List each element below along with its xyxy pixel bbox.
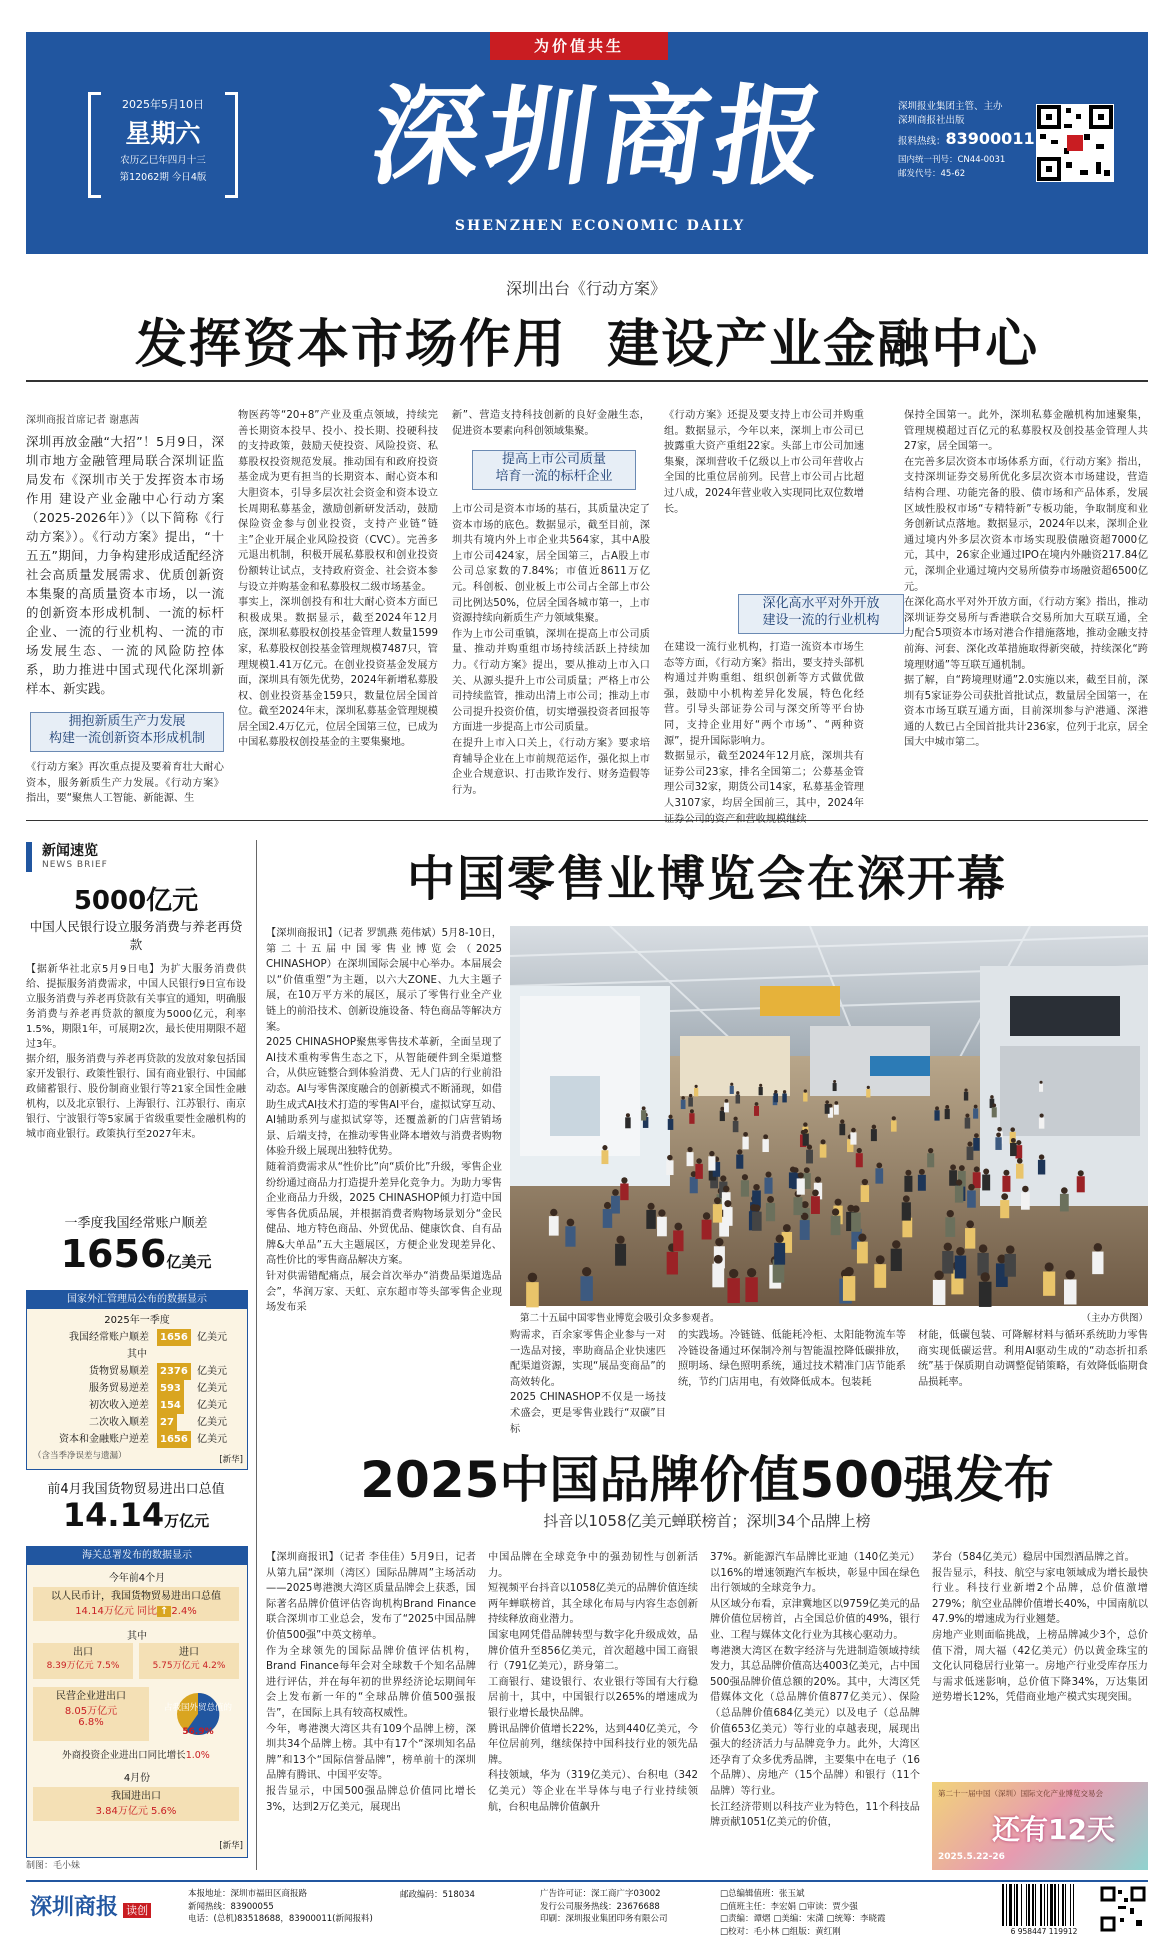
- ad-countdown: 还有12天: [992, 1813, 1115, 1846]
- weekday-text: 星期六: [125, 119, 201, 148]
- brief-item1-title: 中国人民银行设立服务消费与养老再贷款: [29, 919, 243, 952]
- footer-editor-art: □美编：宋潇: [773, 1914, 824, 1924]
- lead-col4-top: 《行动方案》还提及要支持上市公司并购重组。数据显示，今年以来，深圳上市公司已披露重大资产重组22家。头部上市公司加速集聚，深圳营收千亿级以上市公司年营收占全国的比重位居前列。民营上市公司占比超过八成，2024年营业收入实现同比双位数增长。: [664, 410, 864, 515]
- barcode-number: 6 958447 119912: [1010, 1927, 1078, 1936]
- footer-editor-proof: □校对：毛小林: [720, 1926, 780, 1937]
- expo-hall-image: [510, 926, 1148, 1306]
- private-label: 民营企业进出口: [56, 1691, 126, 1702]
- table2-period: 今年前4个月: [108, 1573, 166, 1584]
- share-pie: [157, 1687, 239, 1741]
- table1-period: 2025年一季度: [104, 1315, 170, 1326]
- table1-head: 国家外汇管理局公布的数据显示: [27, 1291, 247, 1309]
- brief-item2-value: 1656: [60, 1232, 167, 1276]
- footer-editor-layout: □组版：黄红刚: [781, 1926, 841, 1937]
- table1-row-value: 593: [157, 1380, 184, 1397]
- table1-row-label: 资本和金融账户逆差: [59, 1434, 149, 1445]
- table1-row-label: 其中: [127, 1349, 147, 1360]
- april-value: 3.84万亿元: [95, 1806, 148, 1817]
- expo-col1-body: 【深圳商报讯】（记者 罗凯燕 苑伟斌）5月8-10日，第二十五届中国零售业博览会（2025 CHINASHOP）在深圳国际会展中心举办。本届展会以“价值重塑”为主题，以六大ZONE、九大主题子展，在10万平方米的展区，展示了零售行业全产业链上的前沿技术、创新设施设备、特色商品等解决方案。 2025 CHINASHOP聚焦零售技术革新，全面呈现了AI技术重构零售生态之下，从智能硬件到全渠道整合，从供应链整合到体验消费、无人门店的行业前沿动态。AI与零售深度融合的创新模式不断涌现，如借助生成式AI技术打造的零售AI平台，虚拟试穿互动、AI辅助系列与虚拟试穿等，还覆盖新的门店营销场景、后端支持，在推动零售业降本增效与消费者购物体验升级上展现出独特优势。 随着消费需求从“性价比”向“质价比”升级，零售企业纷纷通过商品力打造提升差异化竞争力。为助力零售企业商品力升级，2025 CHINASHOP倾力打造中国零售各优质品展，并根据消费者购物场景划分“金民健品、地方特色商品、外贸优品、健康饮食、自有品牌&大单品”五大主题展区，方便企业发现差异化、高性价比的零售商品解决方案。 针对供需错配痛点，展会首次举办“消费品渠道选品会”，华润万家、天虹、京东超市等头部零售企业现场发布采: [266, 928, 502, 1314]
- lead-col3-body: 上市公司是资本市场的基石，其质量决定了资本市场的底色。数据显示，截至目前，深圳共有境内外上市企业共564家，其中A股上市公司424家，居全国第三，占A股上市公司总家数的7.84%；市值近8611万亿元。科创板、创业板上市公司占全部上市公司比例达50%，位居全国各城市第一，上市资源持续向新质生产力领域集聚。 作为上市公司重镇，深圳在提高上市公司质量、推动并购重组市场持续活跃上持续加力。《行动方案》提出，要从推动上市入口关、从源头提升上市公司质量；严格上市公司持续监管，推动出清上市公司；推动上市公司提升投资价值，切实增强投资者回报等方面进一步提高上市公司质量。 在提升上市入口关上，《行动方案》要求培育辅导企业在上市前规范运作，强化拟上市企业合规意识、打击欺诈发行、财务造假等行为。: [452, 504, 650, 796]
- table1-row-unit: 亿美元: [197, 1434, 227, 1445]
- footer-rule: [26, 1880, 1148, 1882]
- brief-title-box: [26, 840, 136, 878]
- foreign-pct: 1.0%: [185, 1750, 210, 1761]
- brand-col1-body: 【深圳商报讯】（记者 李佳佳）5月9日，记者从第九届“深圳（湾区）国际品牌周”主场活动——2025粤港澳大湾区质量品牌会上获悉，国际著名品牌价值评估咨询机构Brand Finance联合深圳市工业总会，发布了“2025中国品牌价值500强”中英文榜单。 作为全球领先的国际品牌价值评估机构，Brand Finance每年会对全球数千个知名品牌进行评估，并在每年初的世界经济论坛期间年会上发布新一年的“全球品牌价值500强报告”，在国际上具有较高权威性。 今年，粤港澳大湾区共有109个品牌上榜，深圳共34个品牌上榜。其中有17个“深圳知名品牌”和13个“国际信誉品牌”，榜单前十的深圳品牌有腾讯、中国平安等。 报告显示，中国500强品牌总价值同比增长3%，达到2万亿美元，展现出: [266, 1552, 476, 1813]
- barcode-icon: [1000, 1884, 1088, 1926]
- footer-editor-row-3: [720, 1913, 990, 1926]
- table1-row-label: 二次收入顺差: [89, 1417, 149, 1428]
- expo-col3-body: 的实践场。冷链链、低能耗冷柜、太阳能物流车等冷链设备通过环保制冷剂与智能温控降低碳排放，照明场、绿色照明系统，通过技术精准门店节能系统，节约门店用电，有效降低成本。包装耗: [678, 1330, 906, 1388]
- issue-number: 第12062期 今日4版: [119, 172, 207, 183]
- table1-row-value: 2376: [157, 1363, 191, 1380]
- brief-item1-value: 5000亿元: [73, 886, 199, 916]
- current-account-table: [26, 1290, 248, 1470]
- brief-title-bar: [26, 842, 32, 872]
- lead-headline: 发挥资本市场作用 建设产业金融中心: [134, 315, 1040, 375]
- headline-divider: [26, 380, 1148, 382]
- table1-row-unit: 亿美元: [197, 1383, 227, 1394]
- fair-countdown-ad[interactable]: [932, 1782, 1148, 1870]
- lead-intro-text: 深圳再放金融“大招”！5月9日，深圳市地方金融管理局联合深圳证监局发布《深圳市关于发挥资本市场作用 建设产业金融中心行动方案（2025-2026年）》（以下简称《行动方案》）。《行动方案》提出，“十五五”期间，力争构建形成适配经济社会高质量发展需求、优质创新资本集聚的高质量资本市场，以一流的创新资本形成机制、一流的标杆企业、一流的行业机构、一流的市场发展生态、一流的风险防控体系，助力推进中国式现代化深圳新样本、新实践。: [26, 434, 224, 696]
- hotline-label: 报料热线：: [898, 136, 946, 147]
- slogan-tag: 为价值共生: [490, 32, 668, 60]
- april-label: 4月份: [123, 1773, 151, 1784]
- brand-subheadline: 抖音以1058亿美元蝉联榜首；深圳34个品牌上榜: [543, 1512, 871, 1530]
- brief-item2-figure: [26, 1232, 246, 1276]
- sidebar-divider: [256, 840, 257, 1870]
- chart-editor: 制图：毛小妹: [26, 1861, 81, 1871]
- import-label: 进口: [179, 1647, 199, 1658]
- table2-total-value: 14.14万亿元: [75, 1606, 134, 1617]
- foreign-label: 外商投资企业进出口同比增长: [62, 1750, 186, 1761]
- expo-col4-body: 材能，低碳包装、可降解材料与循环系统助力零售商实现低碳运营。利用AI驱动生成的“动态折扣系统”基于保质期自动调整促销策略，有效降低临期食品损耗率。: [918, 1330, 1148, 1388]
- barcode: [1000, 1884, 1088, 1940]
- table1-source: [新华]: [219, 1455, 243, 1465]
- brand-col2-body: 中国品牌在全球竞争中的强劲韧性与创新活力。 短视频平台抖音以1058亿美元的品牌价值连续两年蝉联榜首，其全球化布局与内容生态创新持续释放商业潜力。 国家电网凭借品牌转型与数字化升级成效，品牌价值升至856亿美元，首次超越中国工商银行（791亿美元），跻身第二。 工商银行、建设银行、农业银行等国有大行稳居前十，其中，中国银行以265%的增速成为银行业增长最快品牌。 腾讯品牌价值增长22%，达到440亿美元，今年位居前列，继续保持中国科技行业的领先品牌。 科技领域，华为（319亿美元）、台积电（342亿美元）等企业在半导体与电子行业持续领航，台积电品牌价值飙升: [488, 1552, 698, 1813]
- table1-row-label: 初次收入逆差: [89, 1400, 149, 1411]
- brief-item3-unit: 万亿元: [164, 1512, 210, 1530]
- footer-print-block: [540, 1888, 690, 1926]
- brief-title-en: NEWS BRIEF: [42, 860, 108, 870]
- publisher-line-1: 深圳报业集团主管、主办: [898, 101, 1003, 112]
- news-brief-sidebar: [26, 840, 246, 1872]
- private-value: 8.05万亿元: [64, 1706, 118, 1717]
- table1-row: [27, 1414, 247, 1431]
- export-line: [33, 1658, 133, 1671]
- table1-row-label: 货物贸易顺差: [89, 1366, 149, 1377]
- table1-row: [27, 1380, 247, 1397]
- brief-item2-title: 一季度我国经常账户顺差: [64, 1216, 208, 1231]
- april-trade-label: 我国进出口: [111, 1791, 161, 1802]
- brand-col3-body: 37%。新能源汽车品牌比亚迪（140亿美元）以16%的增速领跑汽车板块，彰显中国在绿色出行领域的全球竞争力。 从区域分布看，京津冀地区以9759亿美元的品牌价值位居榜首，占全国总价值的49%，银行业、工程与媒体文化行业为其核心驱动力。 粤港澳大湾区在数字经济与先进制造领域持续发力，其总品牌价值高达4003亿美元，占中国500强品牌价值总额的20%。其中，大湾区凭借媒体文化（总品牌价值877亿美元）、保险（总品牌价值684亿美元）以及电子（总品牌价值653亿美元）等行业的卓越表现，展现出强大的经济活力与品牌竞争力。此外，大湾区还孕育了众多优秀品牌，主要集中在电子（16个品牌）、房地产（15个品牌）和银行（11个品牌）等行业。 长江经济带则以科技产业为特色，11个科技品牌贡献1051亿美元的价值，: [710, 1552, 920, 1829]
- export-label: 出口: [73, 1647, 93, 1658]
- table1-row-label: 我国经常账户顺差: [69, 1332, 149, 1343]
- export-box: [33, 1643, 133, 1679]
- expo-col2-body: 购需求，百余家零售企业参与一对一选品对接，率助商品企业快速匹配渠道资源，实现“展品变商品”的高效转化。 2025 CHINASHOP不仅是一场技术盛会，更是零售业践行“双碳”目标: [510, 1330, 666, 1435]
- cn-number: 国内统一刊号：CN44-0031: [898, 155, 1006, 165]
- newspaper-title: 深圳商报: [363, 74, 838, 200]
- export-pct: 7.5%: [96, 1661, 120, 1671]
- import-box: [139, 1643, 239, 1679]
- footer-distribution: 发行公司服务热线：23676688: [540, 1901, 660, 1912]
- table1-row-unit: 亿美元: [197, 1417, 227, 1428]
- footer-editor-row-4: [720, 1926, 990, 1939]
- date-bracket-right: [225, 92, 238, 198]
- table1-row-unit: 亿美元: [197, 1332, 227, 1343]
- table2-total-label: 以人民币计，我国货物贸易进出口总值: [51, 1591, 221, 1602]
- lead-kicker: 深圳出台《行动方案》: [505, 279, 666, 298]
- footer-logo-tag: 读创: [123, 1903, 151, 1918]
- foreign-trade-line: [33, 1747, 239, 1761]
- table1-row: [27, 1363, 247, 1380]
- expo-headline: 中国零售业博览会在深开幕: [406, 851, 1007, 907]
- april-pct: 5.6%: [151, 1806, 177, 1817]
- lead-bottom-rule: [26, 820, 1148, 821]
- table2-mid: 其中: [127, 1631, 147, 1642]
- share-value: 56.9%: [182, 1727, 214, 1737]
- footer-editor-row-2: [720, 1901, 990, 1914]
- footer-hotline: 新闻热线：83900055: [188, 1901, 274, 1912]
- table1-row: [27, 1329, 247, 1346]
- private-trade-box: [33, 1687, 149, 1741]
- brief-item1-body: 【据新华社北京5月9日电】为扩大服务消费供给、提振服务消费需求，中国人民银行9日宣布设立服务消费与养老再贷款有关事宜的通知，明确服务消费与养老再贷款的额度为5000亿元，利率1.5%，期限1年，可展期2次，最长使用期限不超过3年。 据介绍，服务消费与养老再贷款的发放对象包括国家开发银行、政策性银行、国有商业银行、中国邮政储蓄银行、股份制商业银行等21家全国性金融机构，以及北京银行、上海银行、江苏银行、南京银行、宁波银行等5家属于省级重要性金融机构的城市商业银行。政策执行至2027年末。: [26, 964, 246, 1140]
- newspaper-title-en: SHENZHEN ECONOMIC DAILY: [454, 218, 746, 234]
- expo-photo: [510, 926, 1148, 1306]
- footer-editor-coord: □统筹：李晓霞: [826, 1914, 886, 1924]
- footer-printer: 印刷：深圳报业集团印务有限公司: [540, 1914, 668, 1924]
- brief-item3-value: 14.14: [62, 1496, 165, 1534]
- table1-row: [27, 1346, 247, 1363]
- table2-head: 海关总署发布的数据显示: [27, 1547, 247, 1565]
- footer-editor-row-1: [720, 1888, 990, 1901]
- table1-row-label: 服务贸易逆差: [89, 1383, 149, 1394]
- footer-logo-text: 深圳商报: [30, 1894, 119, 1920]
- table1-row-value: 1656: [157, 1431, 191, 1448]
- april-line: [33, 1802, 239, 1817]
- brief-item3-figure: [26, 1496, 246, 1534]
- lead-col3-top: 新”、营造支持科技创新的良好金融生态，促进资本要素向科创领域集聚。: [452, 410, 650, 437]
- footer-qr-code-icon[interactable]: [1100, 1886, 1146, 1932]
- export-value: 8.39万亿元: [46, 1661, 94, 1671]
- date-bracket-left: [88, 92, 101, 198]
- footer-post: 邮政编码：518034: [400, 1890, 475, 1900]
- publisher-line-2: 深圳商报社出版: [898, 115, 965, 126]
- brief-item3-title: 前4月我国货物贸易进出口总值: [47, 1482, 225, 1497]
- table1-row-value: 154: [157, 1397, 184, 1414]
- import-pct: 4.2%: [202, 1661, 226, 1671]
- import-line: [139, 1658, 239, 1671]
- brand-headline: 2025中国品牌价值500强发布: [266, 1440, 1148, 1512]
- trade-table: [26, 1546, 248, 1858]
- footer-address: 本报地址：深圳市福田区商报路: [188, 1889, 308, 1899]
- table2-total-yoy: 同比: [137, 1606, 158, 1617]
- brief-title: 新闻速览: [42, 843, 98, 859]
- april-box: [33, 1787, 239, 1821]
- lead-col4-body: 在建设一流行业机构，打造一流资本市场生态等方面，《行动方案》指出，要支持头部机构通过并购重组、组织创新等方式做优做强，鼓励中小机构差异化发展，特色化经营。引导头部证券公司与深交所等平台协同，支持企业用好“两个市场”、“两种资源”，提升国际影响力。 数据显示，截至2024年12月底，深圳共有证券公司23家，排名全国第二；公募基金管理公司32家，期货公司14家，私募基金管理人3107家，均居全国前三，其中，2024年: [664, 642, 864, 809]
- lead-col2-body: 物医药等“20+8”产业及重点领域，持续完善长期资本投早、投小、投长期、投硬科技的支持政策，鼓励天使投资、风险投资、私募股权投资规范发展。推动国有和政府投资基金成为更有担当的长期资本、耐心资本和大胆资本，引导多层次社会资金和资本设立长周期私募基金，激励创新研发活动，鼓励保险资金参与创业投资，支持产业链“链主”企业开展企业风险投资（CVC）。完善多元退出机制，积极开展私募股权和创业投资份额转让试点，支持政府资金、社会资本参与设立并购基金和私募股权二级市场基金。 事实上，深圳创投有和壮大耐心资本方面已积极成果。数据显示，截至2024年12月底，深圳私募股权创投基金管理人数量1599家，私募股权创投基金管理规模7487只，管理规模1.41万亿元。在创业投资基金发展方面，深圳具有领先优势，2024年新增私募股权、创业投资基金159只，数量位居全国首位。截至2024年末，深圳私募基金管理规模居全国2.4万亿元，位居全国第三位，已成为中国私募股权创投基金的主要集聚地。: [238, 410, 438, 749]
- date-text: 2025年5月10日: [122, 98, 204, 111]
- up-arrow-icon: ↑: [157, 1606, 171, 1617]
- lunar-date: 农历乙巳年四月十三: [120, 155, 206, 166]
- table1-row-value: 27: [157, 1414, 177, 1431]
- footer-editor-chief: □总编辑值班：张玉斌: [720, 1889, 805, 1899]
- table1-row-unit: 亿美元: [197, 1366, 227, 1377]
- footer-editor-review: □审读：贾少强: [798, 1901, 858, 1912]
- table1-rows: [27, 1329, 247, 1449]
- publisher-info: [898, 100, 1035, 181]
- table2-total-line: [33, 1602, 239, 1617]
- ad-date: 2025.5.22-26: [938, 1852, 1005, 1862]
- table1-row-value: 1656: [157, 1329, 191, 1346]
- postal-code: 邮发代号：45-62: [898, 169, 966, 179]
- table2-total-pct: 2.4%: [171, 1606, 197, 1617]
- footer-ad-license: 广告许可证：深工商广字03002: [540, 1889, 661, 1899]
- footer-address-block: [188, 1888, 408, 1926]
- expo-photo-caption: 第二十五届中国零售业博览会吸引众多参观者。: [520, 1313, 720, 1324]
- import-value: 5.75万亿元: [152, 1661, 200, 1671]
- lead-subhead-2: 提高上市公司质量 培育一流的标杆企业: [472, 450, 636, 490]
- footer-editor-duty: □值班主任：李宏娟: [720, 1901, 797, 1912]
- table1-row-unit: 亿美元: [197, 1400, 227, 1411]
- hotline-row: [898, 129, 1035, 149]
- lead-col1-body: 《行动方案》再次重点提及要着育壮大耐心资本，服务新质生产力发展。《行动方案》指出，要“聚焦人工智能、新能源、生: [26, 762, 224, 805]
- footer-editors: [720, 1888, 990, 1938]
- brand-col4-body: 茅台（584亿美元）稳居中国烈酒品牌之首。 报告显示，科技、航空与家电领域成为增长最快行业。科技行业新增2个品牌，总价值激增279%；航空业品牌价值增长40%，中国南航以47.9%的增速成为行业翘楚。 房地产业则面临挑战，上榜品牌减少3个，总价值下滑，周大福（42亿美元）仍以黄金珠宝的文化认同稳居行业第一。房地产行业受库存压力与需求低迷影响，总价值下降34%，万达集团逆势增长12%，凭借商业地产模式实现突围。: [932, 1552, 1148, 1704]
- table1-row: [27, 1397, 247, 1414]
- ad-small-text: 第二十一届中国（深圳）国际文化产业博览交易会: [938, 1789, 1103, 1798]
- lead-subhead-3: 深化高水平对外开放 建设一流的行业机构: [738, 594, 904, 634]
- share-label: 占我国外贸总值的: [163, 1703, 232, 1713]
- footer-editor-responsible: □责编：谭熠: [720, 1914, 771, 1924]
- lead-subhead-1: 拥抱新质生产力发展 构建一流创新资本形成机制: [30, 712, 224, 752]
- brief-item2-unit: 亿美元: [166, 1253, 212, 1271]
- footer-phone: 电话：(总机)83518688，83900011(新闻报料): [188, 1914, 373, 1924]
- lead-byline: 深圳商报首席记者 谢惠茜: [26, 415, 140, 426]
- table1-row: [27, 1431, 247, 1448]
- expo-photo-credit: （主办方供图）: [1081, 1313, 1148, 1324]
- lead-col5-body: 保持全国第一。此外，深圳私募金融机构加速聚集，管理规模超过百亿元的私募股权及创投基金管理人共27家，居全国第一。 在完善多层次资本市场体系方面，《行动方案》指出，支持深圳证券交易所优化多层次资本市场建设，营造结构合理、功能完备的股、债市场和产品体系，发展区域性股权市场“专精特新”专板功能，争取制度和业务创新试点落地。数据显示，2024年以来，深圳企业通过境内外多层次资本市场实现股债融资超7000亿元，其中，26家企业通过IPO在境内外融资217.84亿元，深圳企业通过境内交易所债券市场融资超6500亿元。 在深化高水平对外开放方面，《行动方案》指出，推动深圳证券交易所与香港联合交易所加大互联互通，全力配合5项资本市场对港合作措施落地，推动金融支持前海、河套、深化改革措施取得新突破，持续深化“跨境理财通”等互联互通机制。 据了解，自“跨境理财通”2.0实施以来，截至目前，深圳有5家证券公司获批首批试点，数量居全国第一，在资本市场互联互通方面，目前深圳参与沪港通、深港通的人数已占全国首批共计236家，位列于北京，居全国大中城市第二。: [904, 410, 1148, 749]
- table1-note: （含当季净误差与遗漏）: [33, 1451, 127, 1461]
- table2-total-box: [33, 1587, 239, 1621]
- footer-logo: [30, 1890, 180, 1918]
- private-pct: 6.8%: [78, 1717, 104, 1728]
- qr-code-icon[interactable]: [1036, 104, 1114, 182]
- table2-source: [新华]: [219, 1841, 243, 1851]
- date-box: [88, 92, 238, 192]
- hotline-number: 83900011: [945, 129, 1035, 148]
